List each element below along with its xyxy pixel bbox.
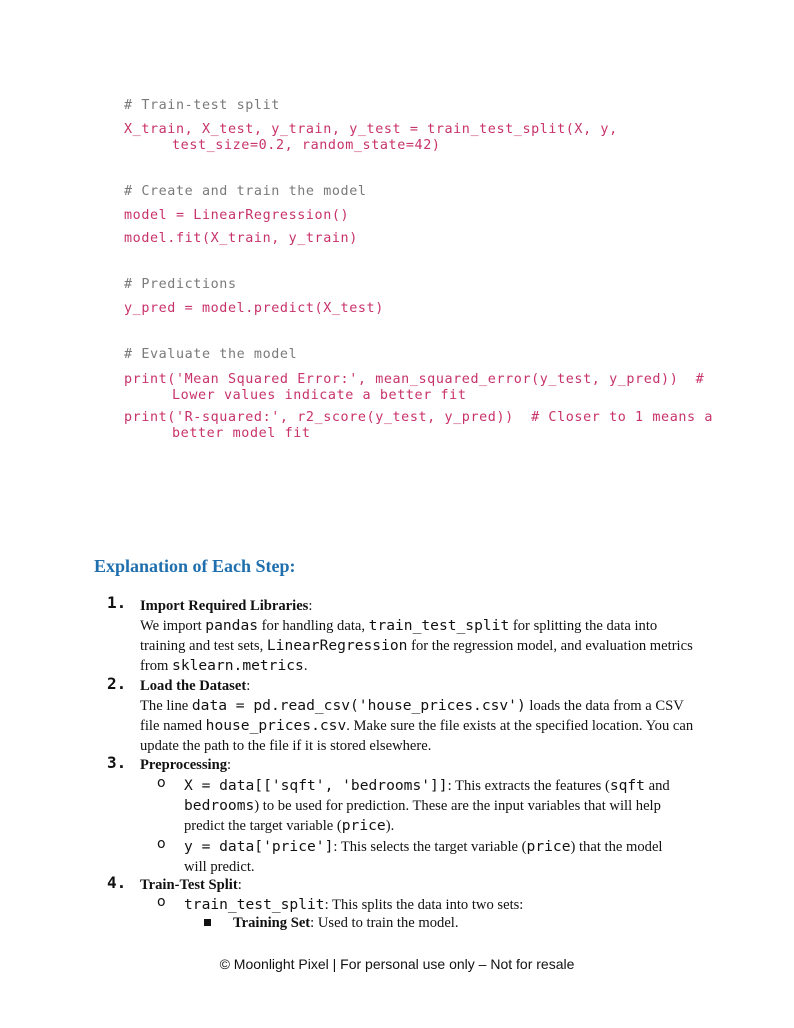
step-text: ) to be used for prediction. These are the input variables that will help predict the target variable ( (184, 798, 661, 834)
step-text: The line (140, 698, 192, 714)
step-text: : This extracts the features ( (447, 778, 610, 794)
step-text: loads the data from a CSV file named (140, 698, 684, 734)
inline-code: X = data[['sqft', 'bedrooms']] (184, 777, 448, 794)
inline-code: LinearRegression (266, 637, 408, 654)
step-3-bullet-2 (184, 837, 684, 877)
inline-code: sklearn.metrics (172, 657, 304, 674)
inline-code: house_prices.csv (205, 717, 347, 734)
step-text: . (303, 658, 308, 674)
square-bullet-icon (204, 919, 211, 926)
code-line: test_size=0.2, random_state=42) (172, 138, 441, 153)
step-4-title (140, 875, 700, 895)
step-text: : This splits the data into two sets: (324, 897, 524, 913)
inline-code: sqft (609, 777, 645, 794)
code-comment: # Evaluate the model (124, 347, 298, 362)
colon: : (246, 678, 251, 694)
step-text: : This selects the target variable ( (333, 839, 527, 855)
code-line: print('R-squared:', r2_score(y_test, y_pred)) # Closer to 1 means a (124, 410, 714, 425)
colon: : (227, 757, 232, 773)
step-text: ). (385, 818, 395, 834)
step-title: Training Set (233, 915, 311, 931)
step-3-title (140, 755, 700, 775)
step-4-subbullet-1 (233, 913, 693, 933)
step-text: for handling data, (258, 618, 369, 634)
code-line: y_pred = model.predict(X_test) (124, 301, 384, 316)
step-text: : Used to train the model. (310, 915, 459, 931)
inline-code: data = pd.read_csv('house_prices.csv') (191, 697, 526, 714)
step-text: for the regression model, and evaluation metrics from (140, 638, 693, 674)
step-title: Train-Test Split (140, 877, 238, 893)
step-title: Load the Dataset (140, 678, 247, 694)
step-text: and (644, 778, 670, 794)
code-line: model = LinearRegression() (124, 208, 350, 223)
step-4-bullet-1 (184, 895, 699, 915)
inline-code: price (526, 838, 571, 855)
step-number: 1. (107, 593, 127, 612)
step-3-bullet-1 (184, 776, 699, 836)
code-line: Lower values indicate a better fit (172, 388, 467, 403)
step-1 (140, 596, 700, 676)
inline-code: price (341, 817, 386, 834)
hollow-bullet-icon: o (157, 894, 166, 910)
code-comment: # Create and train the model (124, 184, 367, 199)
code-line: model.fit(X_train, y_train) (124, 231, 358, 246)
step-text: We import (140, 618, 206, 634)
inline-code: y = data['price'] (184, 838, 334, 855)
inline-code: train_test_split (368, 617, 510, 634)
step-2 (140, 676, 700, 756)
inline-code: bedrooms (184, 797, 255, 814)
step-number: 4. (107, 873, 127, 892)
inline-code: train_test_split (184, 896, 325, 913)
code-comment: # Train-test split (124, 98, 280, 113)
code-line: better model fit (172, 426, 311, 441)
code-line: print('Mean Squared Error:', mean_squared_error(y_test, y_pred)) # (124, 372, 705, 387)
step-number: 2. (107, 674, 127, 693)
step-text: ) that the model will predict. (184, 839, 663, 875)
code-line: X_train, X_test, y_train, y_test = train_test_split(X, y, (124, 122, 618, 137)
code-comment: # Predictions (124, 277, 237, 292)
hollow-bullet-icon: o (157, 775, 166, 791)
colon: : (308, 598, 313, 614)
step-text: for splitting the data into training and test sets, (140, 618, 658, 654)
step-text: . Make sure the file exists at the specified location. You can update the path to the file if it is stored elsewhere. (140, 718, 694, 754)
step-number: 3. (107, 753, 127, 772)
inline-code: pandas (205, 617, 259, 634)
section-heading: Explanation of Each Step: (94, 556, 296, 576)
step-title: Import Required Libraries (140, 598, 309, 614)
step-title: Preprocessing (140, 757, 228, 773)
footer-copyright: © Moonlight Pixel | For personal use only – Not for resale (219, 956, 575, 972)
hollow-bullet-icon: o (157, 836, 166, 852)
colon: : (237, 877, 242, 893)
